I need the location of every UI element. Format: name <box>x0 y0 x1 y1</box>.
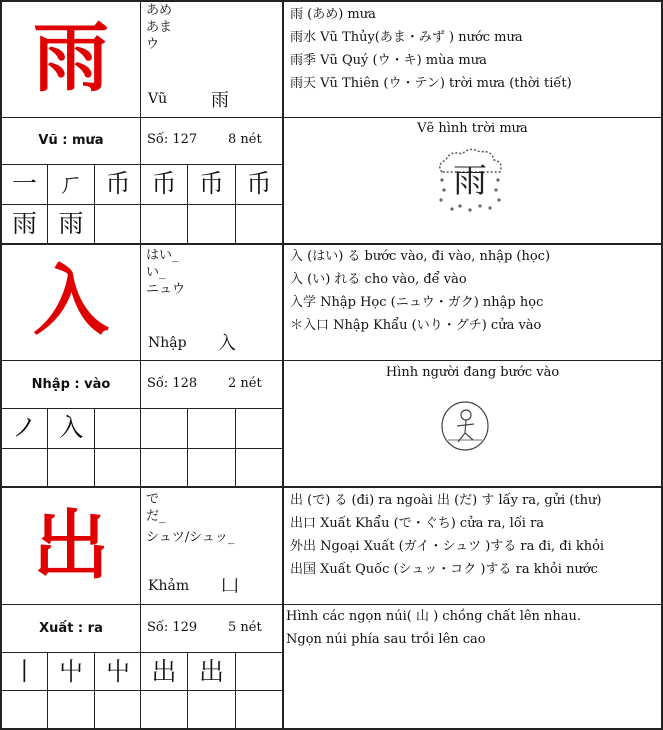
stroke-count-3: 5 nét <box>228 620 262 635</box>
reading-kun-2: だ_ <box>146 509 166 524</box>
small-kanji-2: 入 <box>218 333 236 354</box>
readings-3 <box>146 491 234 546</box>
example-line: 出 (で) る (đi) ra ngoài 出 (だ) す lấy ra, gửi (thư) <box>290 493 602 508</box>
stroke-step: ㄏ <box>58 169 84 198</box>
reading-on: ウ <box>146 37 160 52</box>
stroke-step: 币 <box>151 169 177 198</box>
kanji-number-2: Số: 128 <box>147 376 198 391</box>
reading-kun-1: はい_ <box>146 248 179 263</box>
stroke-step: 币 <box>198 169 224 198</box>
example-line: 雨季 Vũ Quý (ウ・キ) mùa mưa <box>290 53 487 68</box>
stroke-count-1: 8 nét <box>228 132 262 147</box>
reading-on: シュツ/シュッ_ <box>146 530 235 545</box>
example-line: 出国 Xuất Quốc (シュッ・コク )する ra khỏi nước <box>290 562 598 577</box>
stroke-step: 币 <box>246 169 272 198</box>
kanji-main-3: 出 <box>33 501 109 590</box>
reading-kun-2: い_ <box>146 265 166 280</box>
stroke-step: 丨 <box>11 657 37 686</box>
meaning-label-1: Vũ : mưa <box>38 133 104 148</box>
kanji-number-1: Số: 127 <box>147 132 198 147</box>
stroke-step: 屮 <box>58 657 84 686</box>
example-line: 入学 Nhập Học (ニュウ・ガク) nhập học <box>290 295 544 310</box>
reading-kun-1: あめ <box>146 3 173 18</box>
svg-text:雨: 雨 <box>453 161 487 201</box>
picture-description-3 <box>286 605 581 651</box>
picture-title-2: Hình người đang bước vào <box>385 365 560 380</box>
kanji-main-2: 入 <box>33 256 109 345</box>
stroke-step: 出 <box>151 657 177 686</box>
example-line: 雨水 Vũ Thủy(あま・みず ) nước mưa <box>290 30 523 45</box>
example-line: 出口 Xuất Khẩu (で・ぐち) cửa ra, lối ra <box>290 516 545 531</box>
example-line: 外出 Ngoại Xuất (ガイ・シュツ )する ra đi, đi khỏi <box>290 539 605 554</box>
example-line: ＊入口 Nhập Khẩu (いり・グチ) cửa vào <box>290 318 542 333</box>
meaning-label-2: Nhập : vào <box>31 377 111 392</box>
person-entering-icon <box>440 400 490 452</box>
examples-3 <box>290 489 604 581</box>
example-line: 入 (はい) る bước vào, đi vào, nhập (học) <box>290 249 551 264</box>
example-line: 入 (い) れる cho vào, để vào <box>290 272 467 287</box>
reading-kun-2: あま <box>146 20 173 35</box>
stroke-step: 一 <box>11 169 37 198</box>
reading-kun-1: で <box>146 492 160 507</box>
stroke-step: 币 <box>105 169 131 198</box>
han-viet-3: Khảm <box>148 578 190 594</box>
stroke-step: ノ <box>11 413 37 442</box>
kanji-main-1: 雨 <box>33 13 109 102</box>
stroke-step: 屮 <box>105 657 131 686</box>
rain-cloud-icon <box>432 146 508 216</box>
stroke-count-2: 2 nét <box>228 376 262 391</box>
kanji-number-3: Số: 129 <box>147 620 198 635</box>
stroke-step: 入 <box>58 413 84 442</box>
examples-2 <box>290 245 550 337</box>
example-line: 雨 (あめ) mưa <box>290 7 376 22</box>
han-viet-1: Vũ <box>148 91 168 107</box>
picture-line: Hình các ngọn núi( 山 ) chồng chất lên nhau. <box>286 609 582 624</box>
picture-title-1: Vẽ hình trời mưa <box>417 121 528 136</box>
stroke-step: 出 <box>198 657 224 686</box>
small-kanji-3: 凵 <box>221 576 239 597</box>
small-kanji-1: 雨 <box>211 90 229 111</box>
meaning-label-3: Xuất : ra <box>39 621 103 636</box>
han-viet-2: Nhập <box>148 335 187 351</box>
picture-line: Ngọn núi phía sau trồi lên cao <box>286 632 486 647</box>
readings-2 <box>146 247 185 298</box>
readings-1 <box>146 2 172 53</box>
stroke-step: 雨 <box>58 209 84 238</box>
reading-on: ニュウ <box>146 282 186 297</box>
example-line: 雨天 Vũ Thiên (ウ・テン) trời mưa (thời tiết) <box>290 76 572 91</box>
stroke-step: 雨 <box>11 209 37 238</box>
examples-1 <box>290 3 572 95</box>
